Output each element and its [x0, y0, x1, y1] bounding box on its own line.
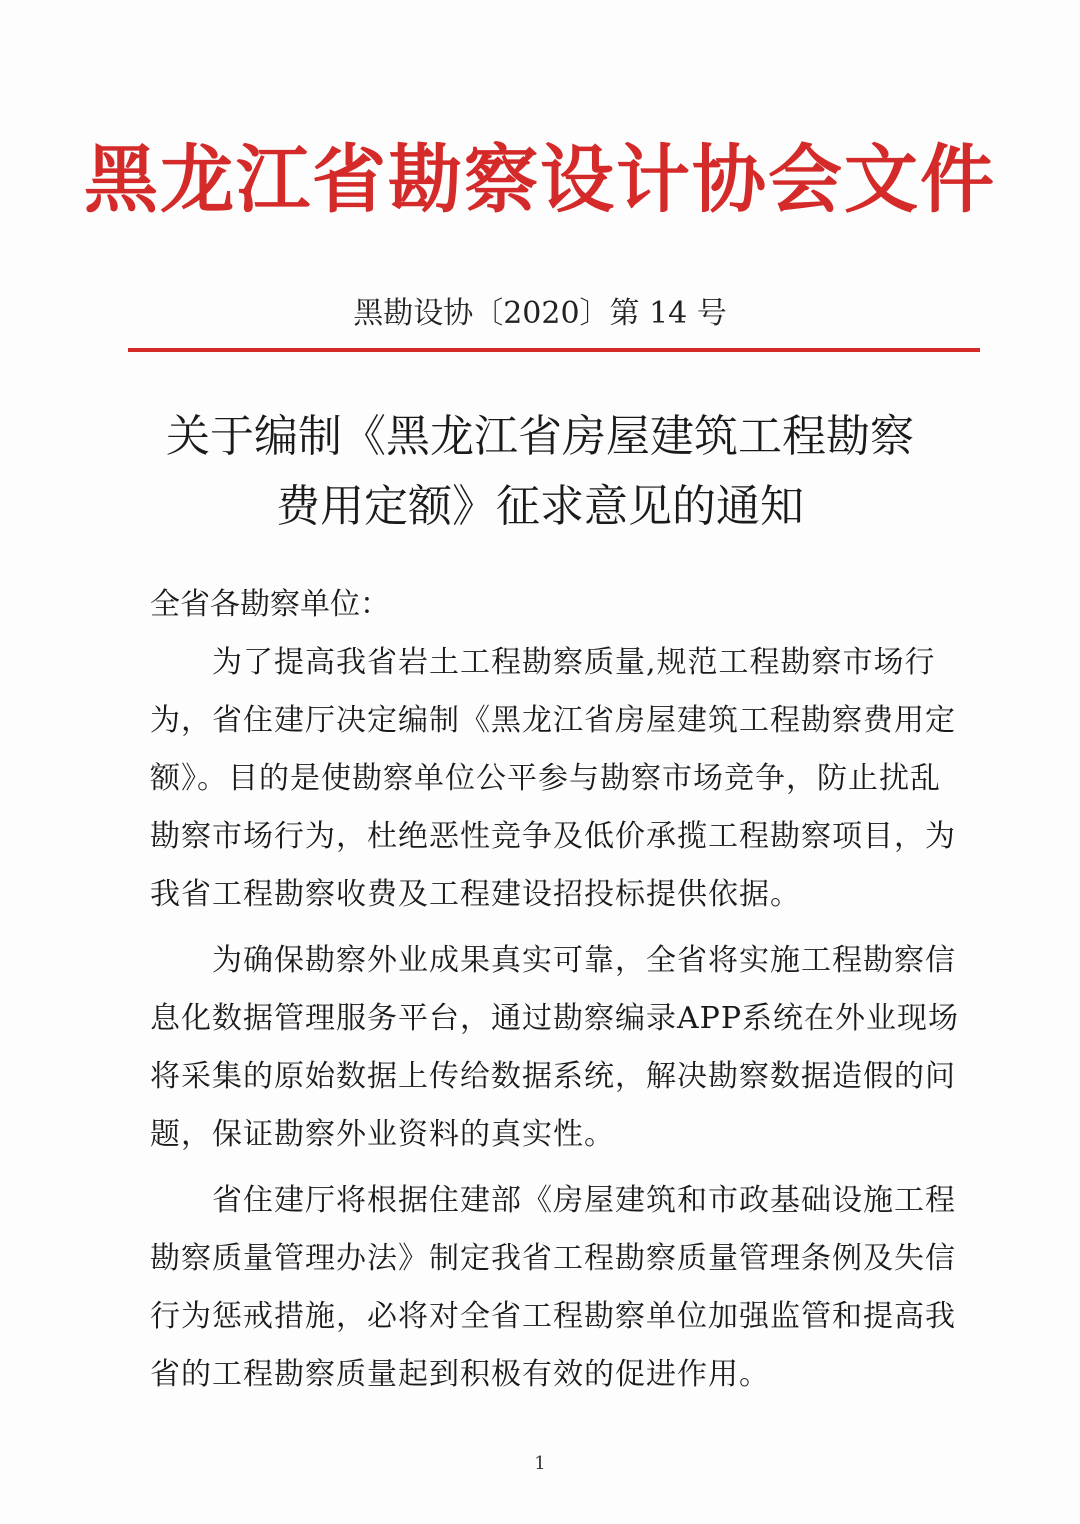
- body-paragraph-2: [150, 932, 960, 1164]
- paragraph-line: 额》。目的是使勘察单位公平参与勘察市场竞争，防止扰乱: [150, 761, 941, 796]
- salutation: 全省各勘察单位：: [150, 587, 390, 622]
- paragraph-line: 省的工程勘察质量起到积极有效的促进作用。: [150, 1357, 770, 1392]
- red-header-divider: [128, 348, 980, 352]
- paragraph-line: 将采集的原始数据上传给数据系统，解决勘察数据造假的问: [150, 1059, 956, 1094]
- paragraph-line: 为了提高我省岩土工程勘察质量,规范工程勘察市场行: [150, 645, 936, 680]
- paragraph-line: 行为惩戒措施，必将对全省工程勘察单位加强监管和提高我: [150, 1299, 956, 1334]
- body-paragraph-3: [150, 1172, 956, 1404]
- notice-title-line-2: 费用定额》征求意见的通知: [276, 481, 804, 532]
- paragraph-line: 我省工程勘察收费及工程建设招投标提供依据。: [150, 877, 801, 912]
- paragraph-line: 省住建厅将根据住建部《房屋建筑和市政基础设施工程: [150, 1183, 956, 1218]
- paragraph-line: 息化数据管理服务平台，通过勘察编录APP系统在外业现场: [150, 1001, 960, 1036]
- paragraph-line: 勘察质量管理办法》制定我省工程勘察质量管理条例及失信: [150, 1241, 956, 1276]
- document-number: 黑勘设协〔2020〕第 14 号: [353, 296, 727, 331]
- body-paragraph-1: [150, 634, 956, 924]
- paragraph-line: 题，保证勘察外业资料的真实性。: [150, 1117, 615, 1152]
- page-number: 1: [534, 1453, 546, 1474]
- paragraph-line: 为确保勘察外业成果真实可靠，全省将实施工程勘察信: [150, 943, 956, 978]
- notice-title-line-1: 关于编制《黑龙江省房屋建筑工程勘察: [166, 411, 914, 462]
- paragraph-line: 为，省住建厅决定编制《黑龙江省房屋建筑工程勘察费用定: [150, 703, 956, 738]
- issuer-header-title: 黑龙江省勘察设计协会文件: [84, 137, 996, 223]
- paragraph-line: 勘察市场行为，杜绝恶性竞争及低价承揽工程勘察项目，为: [150, 819, 956, 854]
- notice-title: [100, 402, 980, 542]
